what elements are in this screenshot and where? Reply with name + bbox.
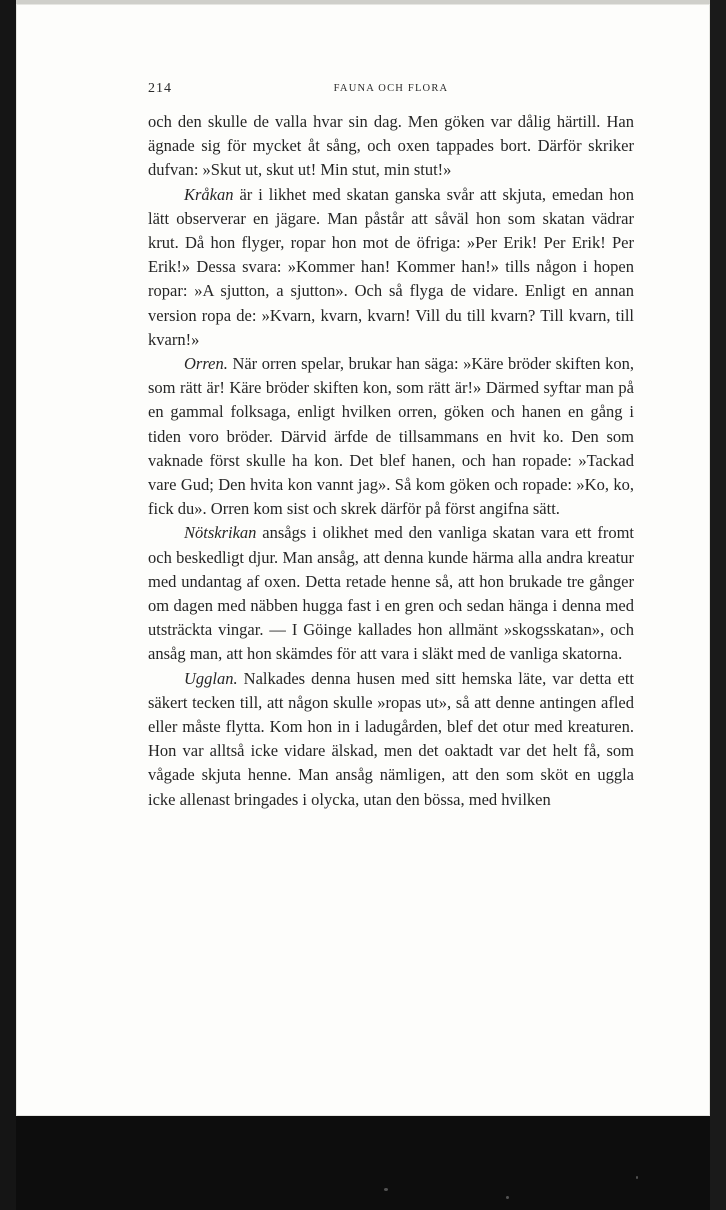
paragraph-text: Nalkades denna husen med sitt hemska läte, var detta ett säkert tecken till, att någon skulle »ropas ut», så att denne antingen afled eller måste flytta. Kom hon in i ladugården, blef det otur med kreaturen. Hon var alltså icke vidare älskad, men det oaktadt var det helt få, som vågade skjuta henne. Man ansåg nämligen, att den som sköt en uggla icke allenast bringades i olycka, utan den bössa, med hvilken (148, 668, 634, 809)
paragraph-heading-orren: Orren. (184, 354, 228, 374)
running-title: FAUNA OCH FLORA (333, 83, 449, 94)
paragraph-orren (148, 352, 634, 521)
page-number: 214 (148, 81, 172, 96)
paragraph-text: är i likhet med skatan ganska svår att skjuta, emedan hon lätt observerar en jägare. Man påstår att såväl hon som skatan vädrar krut. Då hon flyger, ropar hon mot de öfriga: »Per Erik! Per Erik! Per Erik!» Dessa svara: »Kommer han! Kommer han!» tills någon i hopen ropar: »A sjutton, a sjutton». Och så flyga de vidare. Enligt en annan version ropa de: »Kvarn, kvarn, kvarn! Vill du till kvarn? Till kvarn, till kvarn!» (148, 184, 634, 349)
paragraph-text: ansågs i olikhet med den vanliga skatan vara ett fromt och beskedligt djur. Man ansåg, att denna kunde härma alla andra kreatur med undantag af oxen. Detta retade henne så, att hon brukade tre gånger om dagen med näbben hugga fast i en gren och sedan hänga i denna med utsträckta vingar. — I Göinge kallades hon allmänt »skogsskatan», och ansåg man, att hon skämdes för att vara i släkt med de vanliga skatorna. (148, 523, 634, 664)
paragraph-heading-krakan: Kråkan (184, 184, 234, 204)
paragraph-ugglan (148, 667, 634, 812)
paragraph-heading-ugglan: Ugglan. (184, 668, 238, 688)
paragraph-krakan (148, 183, 634, 352)
scan-left-edge (0, 0, 16, 1210)
scan-speck (636, 1176, 638, 1179)
scan-right-edge (710, 0, 726, 1210)
running-head (148, 81, 634, 103)
paragraph-notskrikan (148, 521, 634, 666)
body-text (148, 110, 634, 812)
paragraph-text: och den skulle de valla hvar sin dag. Men göken var dålig härtill. Han ägnade sig för mycket åt sång, och oxen tappades bort. Därför skriker dufvan: »Skut ut, skut ut! Min stut, min stut!» (148, 112, 634, 180)
scan-speck (384, 1188, 388, 1191)
paragraph-dufvan (148, 110, 634, 183)
paragraph-text: När orren spelar, brukar han säga: »Käre bröder skiften kon, som rätt är! Käre bröder skiften kon, som rätt är!» Därmed syftar man på en gammal folksaga, enligt hvilken orren, göken och hanen en gång i tiden voro bröder. Därvid ärfde de tillsammans en hvit ko. Den som vaknade först skulle ha kon. Det blef hanen, och han ropade: »Tackad vare Gud; Den hvita kon vannt jag». Så kom göken och ropade: »Ko, ko, fick du». Orren kom sist och skrek därför på först angifna sätt. (148, 354, 634, 519)
paragraph-heading-notskrikan: Nötskrikan (184, 523, 257, 543)
scan-speck (506, 1196, 509, 1199)
